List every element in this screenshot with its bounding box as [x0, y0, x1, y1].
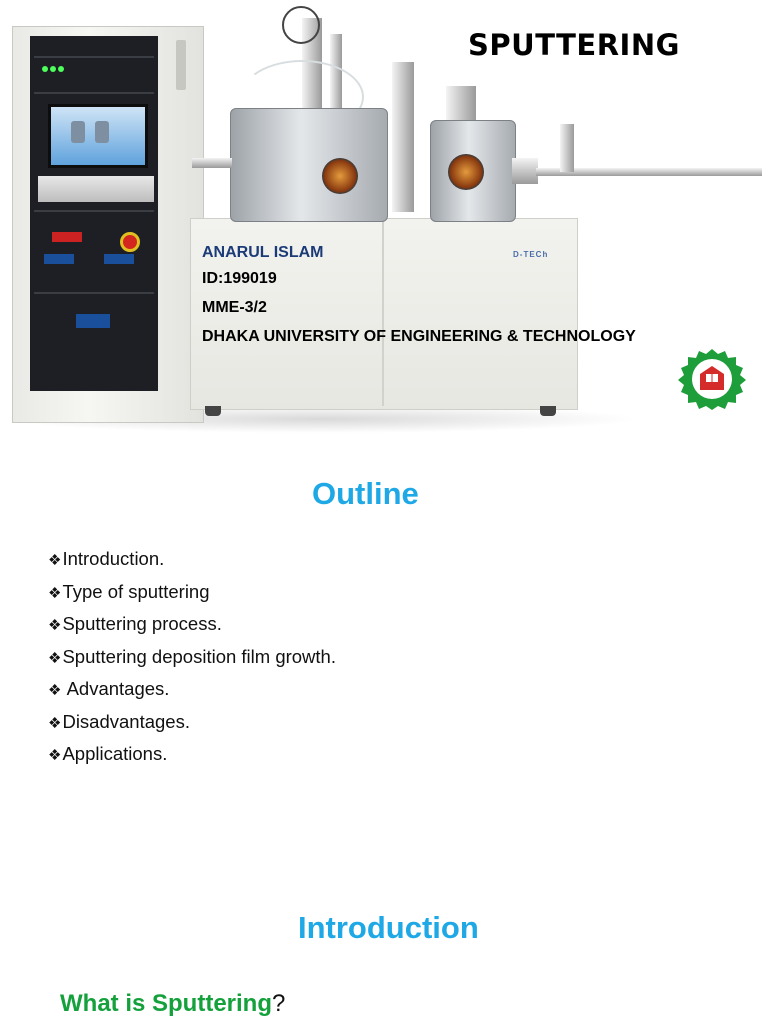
- valve-stem: [560, 124, 574, 172]
- list-item: [48, 708, 336, 741]
- equipment-rack: [30, 36, 158, 391]
- emergency-stop-button: [120, 232, 140, 252]
- viewport-window: [322, 158, 358, 194]
- vertical-column: [392, 62, 414, 212]
- vertical-column: [446, 86, 476, 124]
- warning-label: [52, 232, 82, 242]
- cable-coil: [282, 6, 320, 44]
- question-text: What is Sputtering: [60, 990, 272, 1017]
- cabinet-bracket: [176, 40, 186, 90]
- list-item: [48, 675, 336, 708]
- transfer-flange: [512, 158, 538, 184]
- presentation-title: SPUTTERING: [468, 28, 680, 62]
- four-point-star-icon: ❖: [48, 682, 62, 699]
- machine-brand-label: D-TECh: [513, 250, 549, 259]
- outline-heading: Outline: [312, 476, 419, 511]
- list-item: [48, 578, 336, 611]
- introduction-heading: Introduction: [298, 910, 479, 945]
- sputtering-machine-illustration: [0, 0, 768, 440]
- section-question: [60, 990, 285, 1018]
- list-item-text: Introduction.: [62, 548, 165, 569]
- four-point-star-icon: ❖: [48, 714, 62, 732]
- lcd-display: [104, 254, 134, 264]
- list-item: [48, 643, 336, 676]
- class-level: MME-3/2: [202, 299, 267, 316]
- list-item-text: Type of sputtering: [62, 580, 210, 602]
- status-led: [58, 66, 64, 72]
- list-item-text: Sputtering process.: [62, 613, 222, 634]
- list-item: [48, 740, 336, 773]
- list-item: [48, 545, 336, 578]
- base-door-split: [382, 220, 384, 406]
- lcd-display: [44, 254, 74, 264]
- four-point-star-icon: ❖: [48, 747, 62, 764]
- university-seal-icon: [676, 348, 748, 410]
- rack-strip: [34, 56, 154, 58]
- list-item: [48, 610, 336, 643]
- screen-vessel-graphic: [71, 121, 85, 143]
- lcd-display: [76, 314, 110, 328]
- university-name: DHAKA UNIVERSITY OF ENGINEERING & TECHNOLOGY: [202, 328, 636, 345]
- question-mark: ?: [272, 990, 286, 1017]
- control-screen: [48, 104, 148, 168]
- four-point-star-icon: ❖: [48, 552, 62, 569]
- side-flange: [192, 158, 232, 168]
- instrument-panel: [38, 176, 154, 202]
- status-led: [50, 66, 56, 72]
- status-led: [42, 66, 48, 72]
- list-item-text: Advantages.: [62, 678, 170, 699]
- screen-vessel-graphic: [95, 121, 109, 143]
- author-name: ANARUL ISLAM: [202, 244, 324, 261]
- outline-list: [48, 545, 336, 773]
- student-id: ID:199019: [202, 270, 277, 287]
- machine-foot: [540, 406, 556, 416]
- rack-strip: [34, 92, 154, 94]
- main-vacuum-chamber: [230, 108, 388, 222]
- machine-foot: [205, 406, 221, 416]
- list-item-text: Sputtering deposition film growth.: [62, 645, 336, 667]
- viewport-window: [448, 154, 484, 190]
- four-point-star-icon: ❖: [48, 584, 62, 602]
- rack-strip: [34, 210, 154, 212]
- four-point-star-icon: ❖: [48, 617, 62, 634]
- list-item-text: Disadvantages.: [62, 710, 190, 732]
- four-point-star-icon: ❖: [48, 649, 62, 667]
- rack-strip: [34, 292, 154, 294]
- list-item-text: Applications.: [62, 743, 168, 764]
